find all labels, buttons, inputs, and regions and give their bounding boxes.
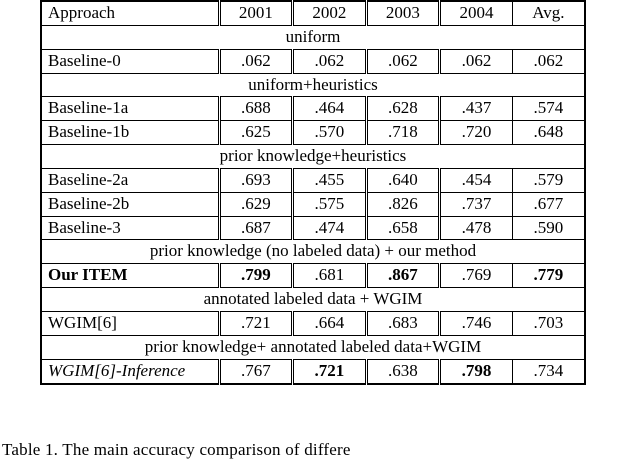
table-row-highlight bbox=[41, 264, 585, 288]
table-caption bbox=[2, 440, 638, 460]
row-value-2002: .664 bbox=[293, 311, 367, 335]
section-header-row bbox=[41, 288, 585, 312]
row-value-2003: .867 bbox=[366, 264, 440, 288]
header-cell-2003: 2003 bbox=[366, 1, 440, 25]
row-value-2002: .570 bbox=[293, 121, 367, 145]
section-title: uniform+heuristics bbox=[41, 73, 585, 97]
row-value-avg: .590 bbox=[512, 216, 585, 240]
row-value-avg: .574 bbox=[512, 97, 585, 121]
caption-text: The main accuracy comparison of differe bbox=[62, 440, 351, 459]
row-approach: WGIM[6]-Inference bbox=[41, 359, 219, 383]
row-value-2002: .455 bbox=[293, 168, 367, 192]
row-value-2003: .826 bbox=[366, 192, 440, 216]
caption-label: Table 1. bbox=[2, 440, 59, 459]
header-cell-approach: Approach bbox=[41, 1, 219, 25]
row-value-2001: .721 bbox=[219, 311, 293, 335]
row-value-2003: .062 bbox=[366, 49, 440, 73]
row-value-2002: .721 bbox=[293, 359, 367, 383]
table-row bbox=[41, 311, 585, 335]
row-value-avg: .579 bbox=[512, 168, 585, 192]
row-value-2003: .658 bbox=[366, 216, 440, 240]
row-value-avg: .062 bbox=[512, 49, 585, 73]
section-title: uniform bbox=[41, 25, 585, 49]
table-row bbox=[41, 192, 585, 216]
section-header-row bbox=[41, 240, 585, 264]
table-row bbox=[41, 216, 585, 240]
table-row bbox=[41, 168, 585, 192]
header-cell-2004: 2004 bbox=[440, 1, 513, 25]
row-value-2003: .640 bbox=[366, 168, 440, 192]
row-value-2001: .687 bbox=[219, 216, 293, 240]
row-value-2001: .767 bbox=[219, 359, 293, 383]
header-cell-avg: Avg. bbox=[512, 1, 585, 25]
section-title: annotated labeled data + WGIM bbox=[41, 288, 585, 312]
row-approach: Baseline-1b bbox=[41, 121, 219, 145]
row-value-2004: .062 bbox=[440, 49, 513, 73]
row-approach: Baseline-2b bbox=[41, 192, 219, 216]
table-row bbox=[41, 97, 585, 121]
row-approach: Our ITEM bbox=[41, 264, 219, 288]
row-value-2003: .628 bbox=[366, 97, 440, 121]
row-value-2003: .718 bbox=[366, 121, 440, 145]
row-value-2001: .625 bbox=[219, 121, 293, 145]
section-title: prior knowledge+ annotated labeled data+WGIM bbox=[41, 335, 585, 359]
section-header-row bbox=[41, 73, 585, 97]
row-value-2004: .737 bbox=[440, 192, 513, 216]
row-value-2001: .062 bbox=[219, 49, 293, 73]
row-value-avg: .648 bbox=[512, 121, 585, 145]
row-value-2001: .688 bbox=[219, 97, 293, 121]
row-value-2004: .798 bbox=[440, 359, 513, 383]
results-table-container bbox=[40, 0, 586, 385]
header-cell-2002: 2002 bbox=[293, 1, 367, 25]
row-value-2004: .478 bbox=[440, 216, 513, 240]
row-value-avg: .734 bbox=[512, 359, 585, 383]
row-value-2004: .746 bbox=[440, 311, 513, 335]
section-header-row bbox=[41, 145, 585, 169]
row-value-2002: .062 bbox=[293, 49, 367, 73]
header-cell-2001: 2001 bbox=[219, 1, 293, 25]
table-row bbox=[41, 359, 585, 383]
row-value-avg: .703 bbox=[512, 311, 585, 335]
row-value-2001: .693 bbox=[219, 168, 293, 192]
row-value-2002: .464 bbox=[293, 97, 367, 121]
row-value-2004: .769 bbox=[440, 264, 513, 288]
row-approach: Baseline-1a bbox=[41, 97, 219, 121]
row-value-2004: .720 bbox=[440, 121, 513, 145]
row-value-2001: .629 bbox=[219, 192, 293, 216]
row-approach: WGIM[6] bbox=[41, 311, 219, 335]
section-header-row bbox=[41, 335, 585, 359]
row-value-2004: .437 bbox=[440, 97, 513, 121]
table-header-row bbox=[41, 1, 585, 25]
section-header-row bbox=[41, 25, 585, 49]
row-value-2004: .454 bbox=[440, 168, 513, 192]
row-approach: Baseline-2a bbox=[41, 168, 219, 192]
row-value-2002: .474 bbox=[293, 216, 367, 240]
row-approach: Baseline-0 bbox=[41, 49, 219, 73]
section-title: prior knowledge (no labeled data) + our method bbox=[41, 240, 585, 264]
table-row bbox=[41, 49, 585, 73]
row-value-2002: .681 bbox=[293, 264, 367, 288]
row-value-2001: .799 bbox=[219, 264, 293, 288]
row-value-avg: .779 bbox=[512, 264, 585, 288]
row-value-2003: .683 bbox=[366, 311, 440, 335]
table-row bbox=[41, 121, 585, 145]
row-value-2003: .638 bbox=[366, 359, 440, 383]
row-value-avg: .677 bbox=[512, 192, 585, 216]
row-value-2002: .575 bbox=[293, 192, 367, 216]
row-approach: Baseline-3 bbox=[41, 216, 219, 240]
results-table bbox=[40, 0, 586, 385]
section-title: prior knowledge+heuristics bbox=[41, 145, 585, 169]
